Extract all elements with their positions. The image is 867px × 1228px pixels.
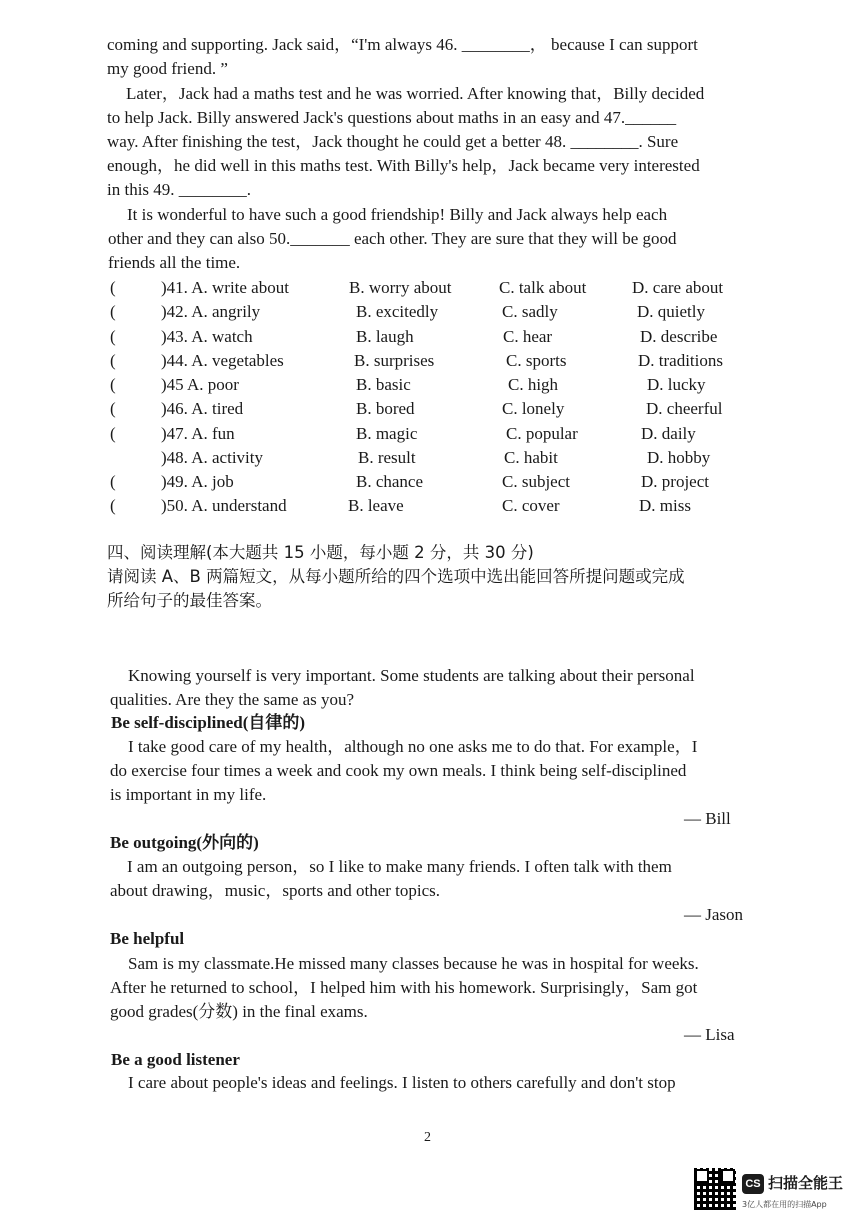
answer-bracket: ( bbox=[110, 351, 116, 370]
reading-subheading: Be helpful bbox=[110, 929, 185, 948]
option-row bbox=[0, 278, 867, 302]
reading-subheading: Be a good listener bbox=[111, 1050, 240, 1069]
reading-line: is important in my life. bbox=[110, 785, 267, 804]
scanner-tagline: 3亿人都在用的扫描App bbox=[742, 1200, 827, 1209]
option-a: )43. A. watch bbox=[161, 327, 253, 346]
answer-bracket: ( bbox=[110, 278, 116, 297]
option-b: B. result bbox=[358, 448, 416, 467]
scanner-watermark bbox=[694, 1168, 854, 1214]
reading-line: good grades(分数) in the final exams. bbox=[110, 1002, 368, 1021]
option-row bbox=[0, 302, 867, 326]
option-b: B. bored bbox=[356, 399, 415, 418]
reading-line: I am an outgoing person，so I like to make many friends. I often talk with them bbox=[127, 857, 672, 876]
option-row bbox=[0, 424, 867, 448]
signature: — Lisa bbox=[684, 1025, 735, 1044]
option-c: C. subject bbox=[502, 472, 570, 491]
option-c: C. sadly bbox=[502, 302, 558, 321]
reading-line: After he returned to school，I helped him with his homework. Surprisingly，Sam got bbox=[110, 978, 698, 997]
passage-line: friends all the time. bbox=[108, 253, 241, 272]
option-b: B. chance bbox=[356, 472, 424, 491]
qr-code-icon bbox=[694, 1168, 736, 1210]
answer-bracket: ( bbox=[110, 327, 116, 346]
section-instruction: 请阅读 A、B 两篇短文，从每小题所给的四个选项中选出能回答所提问题或完成 bbox=[107, 567, 685, 586]
option-row bbox=[0, 351, 867, 375]
page-number: 2 bbox=[424, 1130, 431, 1145]
option-d: D. lucky bbox=[647, 375, 706, 394]
section-heading: 四、阅读理解(本大题共 15 小题，每小题 2 分，共 30 分) bbox=[107, 543, 534, 562]
option-a: )50. A. understand bbox=[161, 496, 287, 515]
option-b: B. surprises bbox=[354, 351, 435, 370]
option-d: D. hobby bbox=[647, 448, 711, 467]
passage-line: It is wonderful to have such a good friendship! Billy and Jack always help each bbox=[127, 205, 668, 224]
passage-line: Later，Jack had a maths test and he was worried. After knowing that，Billy decided bbox=[126, 84, 705, 103]
option-c: C. popular bbox=[506, 424, 578, 443]
reading-line: about drawing，music，sports and other topics. bbox=[110, 881, 441, 900]
option-a: )44. A. vegetables bbox=[161, 351, 284, 370]
option-a: )42. A. angrily bbox=[161, 302, 261, 321]
option-d: D. project bbox=[641, 472, 709, 491]
option-row bbox=[0, 327, 867, 351]
reading-line: Sam is my classmate.He missed many classes because he was in hospital for weeks. bbox=[128, 954, 699, 973]
passage-line: other and they can also 50._______ each other. They are sure that they will be good bbox=[108, 229, 677, 248]
option-c: C. sports bbox=[506, 351, 567, 370]
option-row bbox=[0, 448, 867, 472]
option-d: D. quietly bbox=[637, 302, 705, 321]
option-c: C. hear bbox=[503, 327, 553, 346]
signature: — Jason bbox=[684, 905, 744, 924]
option-a: )45 A. poor bbox=[161, 375, 239, 394]
reading-line: I take good care of my health，although no one asks me to do that. For example，I bbox=[128, 737, 698, 756]
reading-line: qualities. Are they the same as you? bbox=[110, 690, 355, 709]
reading-line: I care about people's ideas and feelings. I listen to others carefully and don't stop bbox=[128, 1073, 676, 1092]
option-d: D. traditions bbox=[638, 351, 723, 370]
answer-bracket: ( bbox=[110, 424, 116, 443]
passage-line: coming and supporting. Jack said，“I'm always 46. ________， because I can support bbox=[107, 35, 698, 54]
camscanner-logo-icon: CS bbox=[742, 1174, 764, 1194]
reading-line: Knowing yourself is very important. Some students are talking about their personal bbox=[128, 666, 695, 685]
answer-bracket: ( bbox=[110, 399, 116, 418]
option-d: D. cheerful bbox=[646, 399, 723, 418]
answer-bracket: ( bbox=[110, 496, 116, 515]
option-c: C. lonely bbox=[502, 399, 565, 418]
option-row bbox=[0, 496, 867, 520]
option-d: D. care about bbox=[632, 278, 724, 297]
option-c: C. habit bbox=[504, 448, 558, 467]
option-row bbox=[0, 399, 867, 423]
option-d: D. daily bbox=[641, 424, 696, 443]
signature: — Bill bbox=[684, 809, 731, 828]
option-c: C. talk about bbox=[499, 278, 587, 297]
option-a: )41. A. write about bbox=[161, 278, 289, 297]
option-b: B. worry about bbox=[349, 278, 452, 297]
option-b: B. basic bbox=[356, 375, 411, 394]
option-a: )47. A. fun bbox=[161, 424, 235, 443]
answer-bracket: ( bbox=[110, 302, 116, 321]
option-b: B. leave bbox=[348, 496, 404, 515]
passage-line: my good friend. ” bbox=[107, 59, 228, 78]
option-c: C. cover bbox=[502, 496, 560, 515]
passage-line: to help Jack. Billy answered Jack's questions about maths in an easy and 47.______ bbox=[107, 108, 677, 127]
section-instruction: 所给句子的最佳答案。 bbox=[107, 591, 272, 610]
option-row bbox=[0, 472, 867, 496]
passage-line: enough，he did well in this maths test. With Billy's help，Jack became very interested bbox=[107, 156, 700, 175]
passage-line: way. After finishing the test，Jack thought he could get a better 48. ________. Sure bbox=[107, 132, 679, 151]
option-row bbox=[0, 375, 867, 399]
option-a: )46. A. tired bbox=[161, 399, 244, 418]
option-a: )48. A. activity bbox=[161, 448, 263, 467]
scanner-app-name: 扫描全能王 bbox=[768, 1174, 844, 1192]
reading-line: do exercise four times a week and cook my own meals. I think being self-disciplined bbox=[110, 761, 687, 780]
answer-bracket: ( bbox=[110, 375, 116, 394]
option-c: C. high bbox=[508, 375, 559, 394]
option-b: B. excitedly bbox=[356, 302, 439, 321]
option-b: B. magic bbox=[356, 424, 418, 443]
option-b: B. laugh bbox=[356, 327, 414, 346]
reading-subheading: Be outgoing(外向的) bbox=[110, 833, 259, 852]
answer-bracket: ( bbox=[110, 472, 116, 491]
option-a: )49. A. job bbox=[161, 472, 234, 491]
option-d: D. describe bbox=[640, 327, 718, 346]
passage-line: in this 49. ________. bbox=[107, 180, 252, 199]
option-d: D. miss bbox=[639, 496, 691, 515]
reading-subheading: Be self-disciplined(自律的) bbox=[111, 713, 306, 732]
